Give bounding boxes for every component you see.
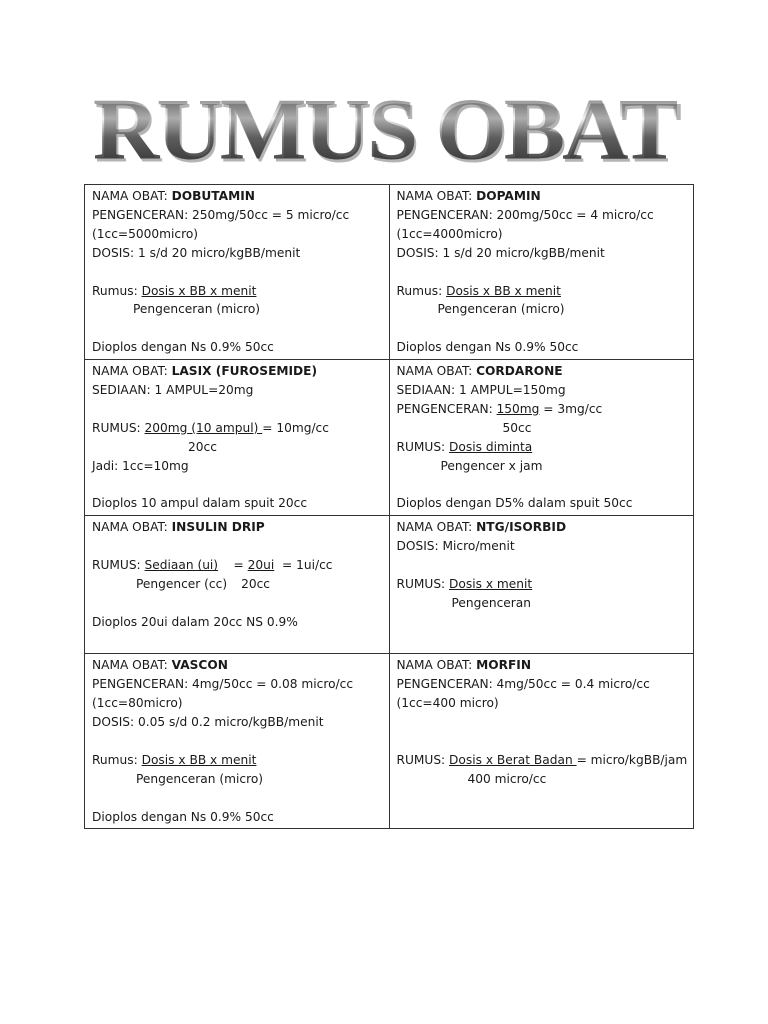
- formula-denominator: Pengencer (cc): [136, 577, 228, 592]
- drug-formula-table: [84, 184, 694, 829]
- formula-result: = 1ui/cc: [274, 558, 333, 573]
- formula-denominator: 400 micro/cc: [467, 771, 547, 786]
- mixing-instruction: Dioplos dengan Ns 0.9% 50cc: [92, 340, 274, 355]
- dilution-label: PENGENCERAN:: [396, 401, 497, 416]
- formula-numerator: Dosis x Berat Badan: [449, 752, 577, 767]
- drug-name: DOPAMIN: [476, 189, 541, 203]
- drug-name: VASCON: [171, 658, 228, 673]
- dose-text: DOSIS: 1 s/d 20 micro/kgBB/menit: [92, 245, 301, 260]
- cell-vascon: [85, 654, 390, 829]
- page-title: RUMUS OBAT: [92, 80, 678, 178]
- drug-label: NAMA OBAT:: [92, 189, 172, 203]
- dilution-text: PENGENCERAN: 4mg/50cc = 0.08 micro/cc: [92, 677, 354, 692]
- preparation-text: SEDIAAN: 1 AMPUL=150mg: [396, 383, 566, 398]
- dilution-text: PENGENCERAN: 250mg/50cc = 5 micro/cc: [92, 207, 350, 222]
- dose-text: DOSIS: 1 s/d 20 micro/kgBB/menit: [396, 245, 605, 260]
- result-note: Jadi: 1cc=10mg: [92, 458, 189, 473]
- table-row: [85, 516, 694, 654]
- dose-text: DOSIS: Micro/menit: [396, 539, 515, 554]
- dilution-text: PENGENCERAN: 4mg/50cc = 0.4 micro/cc: [396, 677, 650, 692]
- dilution-denominator: 50cc: [502, 420, 532, 435]
- drug-label: NAMA OBAT:: [396, 520, 477, 535]
- dilution-numerator: 150mg: [496, 401, 540, 416]
- dilution-note: (1cc=5000micro): [92, 226, 199, 241]
- formula-label: RUMUS:: [396, 752, 450, 767]
- drug-label: NAMA OBAT:: [92, 364, 172, 379]
- drug-label: NAMA OBAT:: [92, 658, 172, 673]
- cell-dopamin: [389, 185, 694, 360]
- dilution-text: PENGENCERAN: 200mg/50cc = 4 micro/cc: [396, 207, 654, 222]
- cell-insulin-drip: [85, 516, 390, 654]
- formula-label: Rumus:: [396, 283, 447, 298]
- formula-denominator: Pengencer x jam: [440, 458, 543, 473]
- formula-numerator: Sediaan (ui): [144, 558, 219, 573]
- drug-label: NAMA OBAT:: [396, 189, 477, 203]
- mixing-instruction: Dioplos dengan Ns 0.9% 50cc: [396, 340, 579, 355]
- drug-name: NTG/ISORBID: [476, 520, 567, 535]
- mixing-instruction: Dioplos 10 ampul dalam spuit 20cc: [92, 496, 308, 511]
- formula-numerator-2: 20ui: [247, 558, 275, 573]
- formula-denominator: Pengenceran (micro): [133, 302, 261, 317]
- preparation-text: SEDIAAN: 1 AMPUL=20mg: [92, 383, 254, 398]
- drug-name: DOBUTAMIN: [171, 189, 255, 203]
- dilution-note: (1cc=80micro): [92, 696, 183, 711]
- cell-ntg-isorbid: [389, 516, 694, 654]
- formula-label: Rumus:: [92, 752, 142, 767]
- mixing-instruction: Dioplos dengan Ns 0.9% 50cc: [92, 809, 274, 824]
- formula-numerator: Dosis x BB x menit: [141, 752, 257, 767]
- page-title-wrap: [92, 80, 678, 178]
- table-row: [85, 185, 694, 360]
- table-row: [85, 654, 694, 829]
- formula-denominator: Pengenceran (micro): [437, 302, 565, 317]
- cell-cordarone: [389, 360, 694, 516]
- drug-name: LASIX (FUROSEMIDE): [171, 364, 318, 379]
- dilution-note: (1cc=400 micro): [396, 696, 499, 711]
- drug-name: MORFIN: [476, 658, 532, 673]
- formula-equals: =: [218, 558, 248, 573]
- formula-numerator: Dosis x menit: [449, 577, 533, 592]
- formula-label: RUMUS:: [92, 420, 145, 435]
- drug-name: CORDARONE: [476, 364, 563, 379]
- mixing-instruction: Dioplos 20ui dalam 20cc NS 0.9%: [92, 614, 298, 629]
- formula-label: RUMUS:: [396, 577, 450, 592]
- formula-numerator: Dosis x BB x menit: [446, 283, 561, 298]
- drug-label: NAMA OBAT:: [92, 520, 172, 535]
- formula-result: = micro/kgBB/jam: [576, 752, 688, 767]
- formula-label: Rumus:: [92, 283, 142, 298]
- cell-dobutamin: [85, 185, 390, 360]
- formula-denominator: 20cc: [188, 439, 217, 454]
- formula-label: RUMUS:: [92, 558, 145, 573]
- formula-denominator-2: 20cc: [241, 577, 271, 592]
- formula-result: = 10mg/cc: [262, 420, 329, 435]
- formula-numerator: Dosis x BB x menit: [141, 283, 257, 298]
- dilution-note: (1cc=4000micro): [396, 226, 503, 241]
- cell-lasix: [85, 360, 390, 516]
- formula-label: RUMUS:: [396, 439, 450, 454]
- dilution-result: = 3mg/cc: [539, 401, 603, 416]
- drug-name: INSULIN DRIP: [171, 520, 265, 535]
- drug-label: NAMA OBAT:: [396, 364, 477, 379]
- formula-numerator: Dosis diminta: [449, 439, 533, 454]
- table-row: [85, 360, 694, 516]
- drug-label: NAMA OBAT:: [396, 658, 477, 673]
- formula-denominator: Pengenceran: [451, 595, 531, 610]
- cell-morfin: [389, 654, 694, 829]
- formula-denominator: Pengenceran (micro): [136, 771, 264, 786]
- mixing-instruction: Dioplos dengan D5% dalam spuit 50cc: [396, 496, 633, 511]
- formula-numerator: 200mg (10 ampul): [144, 420, 263, 435]
- dose-text: DOSIS: 0.05 s/d 0.2 micro/kgBB/menit: [92, 715, 324, 730]
